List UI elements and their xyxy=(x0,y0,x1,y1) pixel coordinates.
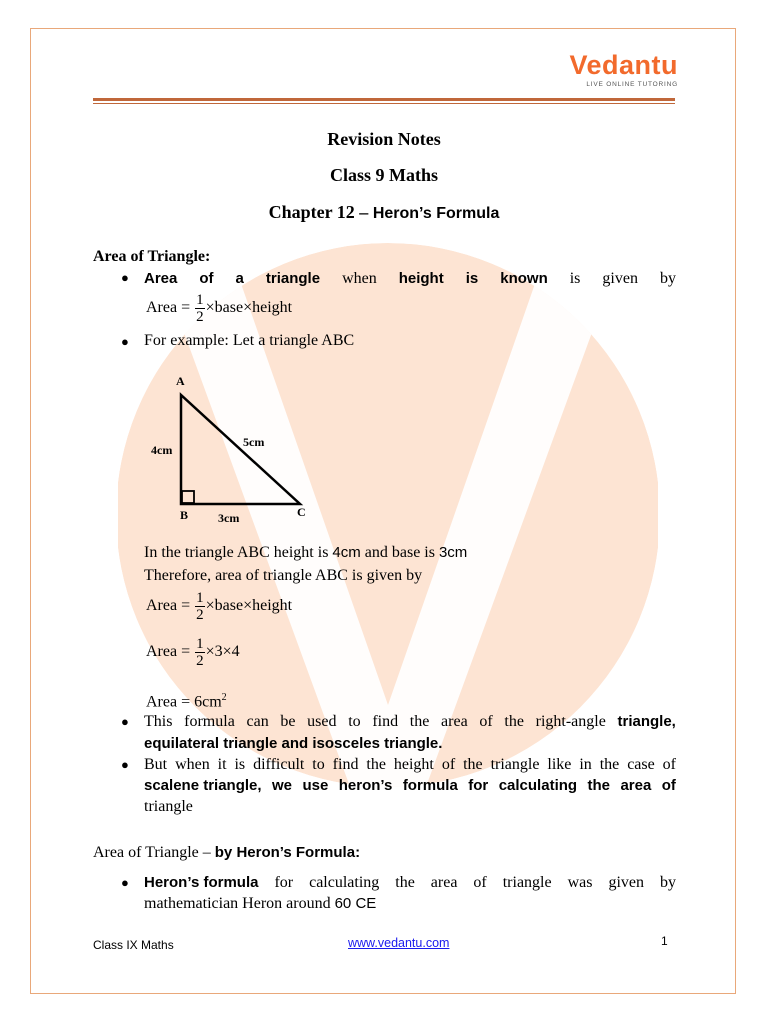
chapter-name: Heron’s Formula xyxy=(372,205,500,222)
word: used xyxy=(307,713,337,730)
footer-website-link[interactable]: www.vedantu.com xyxy=(348,936,450,950)
formula-lhs: Area = xyxy=(146,643,191,661)
word: formula xyxy=(184,713,235,730)
header-rule xyxy=(93,98,675,101)
formula-lhs: Area = xyxy=(146,597,191,615)
word: triangle xyxy=(502,874,552,891)
vedantu-logo xyxy=(568,50,678,88)
frac-den: 2 xyxy=(196,309,204,325)
word: triangle xyxy=(265,270,321,287)
bullet-line xyxy=(144,711,676,732)
word: known xyxy=(500,270,548,287)
bullet-height-known xyxy=(144,268,676,289)
word: of xyxy=(199,270,214,287)
word: in xyxy=(579,756,592,773)
page-number: 1 xyxy=(661,934,668,948)
word: is xyxy=(234,756,246,773)
vertex-label-c: C xyxy=(297,505,306,519)
formula-example-2 xyxy=(146,636,240,669)
word: the xyxy=(463,756,483,773)
bullet-dot: ● xyxy=(121,714,129,729)
frac-num: 1 xyxy=(196,590,204,606)
word: when xyxy=(175,756,210,773)
word: a xyxy=(235,270,244,287)
word: the xyxy=(395,874,415,891)
word: case xyxy=(627,756,655,773)
word: the xyxy=(366,756,386,773)
bullet-example: For example: Let a triangle ABC xyxy=(144,332,355,349)
word: of xyxy=(473,874,487,891)
formula-lhs: Area = 6cm xyxy=(146,693,222,711)
word: But xyxy=(144,756,168,773)
bullet-line xyxy=(144,775,676,796)
bullet-formula-use xyxy=(144,711,676,754)
word: to xyxy=(312,756,325,773)
word: is xyxy=(569,270,581,287)
example-text: In the triangle ABC height is xyxy=(144,544,329,561)
frac-den: 2 xyxy=(196,607,204,623)
bullet-line-2 xyxy=(144,893,676,914)
bullet-dot: ● xyxy=(121,270,129,285)
bullet-line xyxy=(144,754,676,775)
frac-num: 1 xyxy=(196,292,204,308)
word: be xyxy=(280,713,296,730)
word: for xyxy=(468,777,489,794)
bullet-heron-history xyxy=(144,872,676,914)
chapter-prefix: Chapter 12 – xyxy=(268,202,369,222)
word: the xyxy=(599,756,620,773)
example-line-1 xyxy=(144,543,467,563)
word: calculating xyxy=(309,874,380,891)
word: given xyxy=(608,874,645,891)
word: heron’s xyxy=(338,777,393,794)
formula-area-general xyxy=(146,292,292,325)
word: it xyxy=(217,756,227,773)
bullet-line xyxy=(144,268,676,289)
word: by xyxy=(659,270,676,287)
word: of xyxy=(662,756,676,773)
heading-part-bold: by Heron’s Formula: xyxy=(214,844,361,861)
bullet-scalene xyxy=(144,754,676,817)
doc-title: Revision Notes xyxy=(327,129,441,149)
word: use xyxy=(302,777,329,794)
word: by xyxy=(660,874,676,891)
bullet-line-2: equilateral triangle and isosceles triangle. xyxy=(144,735,443,752)
word: of xyxy=(661,777,676,794)
example-line-2: Therefore, area of triangle ABC is given by xyxy=(144,567,423,584)
header-rule-thin xyxy=(93,103,675,104)
section-heading-area: Area of Triangle: xyxy=(93,248,211,265)
word: can xyxy=(246,713,269,730)
word: scalene triangle, xyxy=(144,777,262,794)
formula-example-3 xyxy=(146,692,227,711)
section-heading-heron xyxy=(93,843,360,863)
side-label-ac: 5cm xyxy=(243,435,265,449)
history-date: 60 CE xyxy=(334,895,377,912)
example-text: and base is xyxy=(364,544,435,561)
formula-rhs: ×base×height xyxy=(205,299,293,317)
word: was xyxy=(567,874,593,891)
bullet-line xyxy=(144,872,676,893)
footer-class: Class IX Maths xyxy=(93,938,174,952)
word: of xyxy=(441,756,456,773)
word: is xyxy=(465,270,479,287)
logo-wordmark: Vedantu xyxy=(569,50,678,80)
word: triangle, xyxy=(617,713,676,730)
word: Heron’s formula xyxy=(144,874,259,891)
word: the xyxy=(504,713,524,730)
fraction xyxy=(195,636,205,669)
bullet-dot: ● xyxy=(121,757,129,772)
doc-class: Class 9 Maths xyxy=(329,165,438,185)
heading-part: Area of Triangle – xyxy=(93,844,211,861)
word: area xyxy=(620,777,652,794)
bullet-line-3: triangle xyxy=(144,798,193,815)
formula-example-1 xyxy=(146,590,292,623)
word: given xyxy=(602,270,638,287)
word: formula xyxy=(402,777,458,794)
word: Area xyxy=(144,270,178,287)
formula-lhs: Area = xyxy=(146,299,191,317)
word: height xyxy=(398,270,444,287)
vertex-label-a: A xyxy=(176,374,185,388)
word: find xyxy=(332,756,359,773)
logo-tagline: LIVE ONLINE TUTORING xyxy=(586,81,678,88)
formula-superscript: 2 xyxy=(221,692,227,703)
word: of xyxy=(479,713,493,730)
vertex-label-b: B xyxy=(180,508,189,522)
word: This xyxy=(144,713,173,730)
bullet-dot: ● xyxy=(121,334,129,349)
side-label-bc: 3cm xyxy=(218,511,240,525)
word: we xyxy=(272,777,293,794)
example-height: 4cm xyxy=(332,544,361,561)
bullet-dot: ● xyxy=(121,875,129,890)
word: find xyxy=(372,713,399,730)
frac-den: 2 xyxy=(196,653,204,669)
word: difficult xyxy=(253,756,305,773)
word: for xyxy=(274,874,294,891)
word: calculating xyxy=(498,777,578,794)
doc-chapter xyxy=(0,202,768,223)
word: like xyxy=(547,756,572,773)
word: the xyxy=(409,713,430,730)
side-label-ab: 4cm xyxy=(151,443,173,457)
word: area xyxy=(430,874,458,891)
fraction xyxy=(195,590,205,623)
word: right-angle xyxy=(535,713,606,730)
history-text: mathematician Heron around xyxy=(144,895,331,912)
word: to xyxy=(348,713,361,730)
fraction xyxy=(195,292,205,325)
word: area xyxy=(441,713,468,730)
frac-num: 1 xyxy=(196,636,204,652)
formula-rhs: ×3×4 xyxy=(205,643,240,661)
word: when xyxy=(342,270,377,287)
word: the xyxy=(587,777,610,794)
word: height xyxy=(393,756,434,773)
word: triangle xyxy=(490,756,540,773)
example-base: 3cm xyxy=(438,544,468,561)
triangle-figure xyxy=(178,392,304,507)
formula-rhs: ×base×height xyxy=(205,597,293,615)
